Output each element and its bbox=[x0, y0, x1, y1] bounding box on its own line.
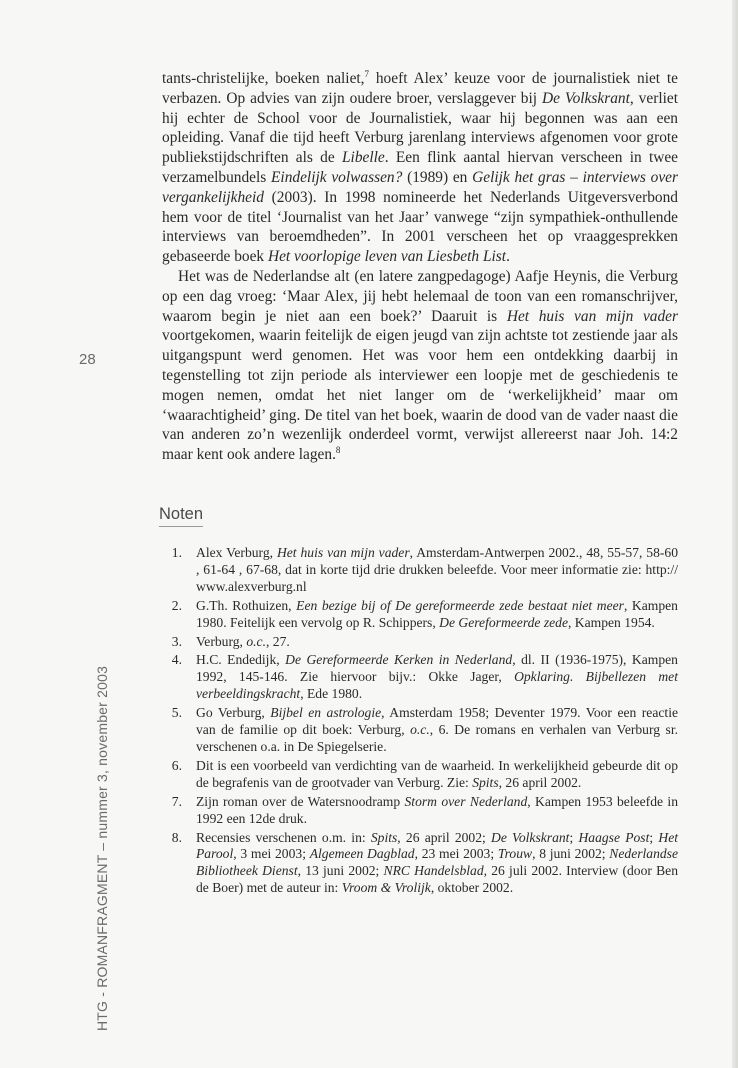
text-span: , dl. II (1936-1975), Kampen 1992, 145-146. Zie hiervoor bijv.: Okke Jager, bbox=[196, 652, 678, 685]
italic-title: o.c. bbox=[246, 633, 266, 649]
note-number: 5. bbox=[171, 705, 182, 721]
text-span: Verburg, bbox=[196, 633, 247, 649]
italic-title: Vroom & Vrolijk bbox=[341, 880, 431, 896]
text-span: , Kampen 1953 beleefde in 1992 een 12de druk. bbox=[196, 793, 678, 826]
italic-title: Het voorlopige leven van Liesbeth List bbox=[267, 248, 507, 266]
italic-title: De Gereformeerde Kerken in Nederland bbox=[285, 652, 513, 668]
italic-title: Een bezige bij of De gereformeerde zede bestaat niet meer bbox=[296, 597, 624, 613]
text-span: , Ede 1980. bbox=[300, 686, 363, 702]
italic-title: Het Parool bbox=[196, 829, 679, 862]
note-item bbox=[162, 758, 678, 792]
italic-title: Het huis van mijn vader bbox=[506, 307, 679, 325]
text-span: tants-christelijke, boeken naliet, bbox=[162, 70, 365, 87]
note-number: 7. bbox=[171, 793, 182, 809]
note-item bbox=[162, 794, 678, 828]
text-span: Go Verburg, bbox=[196, 705, 271, 721]
italic-title: Spits bbox=[370, 829, 398, 845]
text-span: . bbox=[506, 248, 510, 266]
text-span: , 26 juli 2002. Interview (door Ben de Boer) met de auteur in: bbox=[196, 863, 679, 896]
italic-title: Opklaring. Bijbellezen met verbeeldingskracht bbox=[196, 669, 678, 702]
notes-heading: Noten bbox=[159, 505, 203, 527]
note-number: 6. bbox=[171, 757, 182, 773]
note-number: 2. bbox=[171, 597, 182, 613]
running-footer: HTG - ROMANFRAGMENT – nummer 3, november 2003 bbox=[94, 665, 110, 1031]
note-item bbox=[162, 545, 678, 596]
italic-title: De Gereformeerde zede bbox=[439, 614, 568, 630]
page-edge bbox=[732, 0, 738, 1068]
italic-title: De Volkskrant bbox=[491, 829, 570, 845]
note-number: 1. bbox=[171, 545, 182, 560]
italic-title: Gelijk het gras – interviews over vergankelijkheid bbox=[162, 168, 678, 206]
italic-title: Nederlandse Bibliotheek Dienst bbox=[196, 846, 679, 879]
note-item bbox=[162, 705, 678, 756]
notes-list bbox=[162, 545, 678, 899]
footnote-ref-8: 8 bbox=[335, 445, 341, 456]
page-number: 28 bbox=[79, 351, 96, 368]
text-span: ; bbox=[649, 829, 659, 845]
text-span: Recensies verschenen o.m. in: bbox=[196, 829, 371, 845]
note-item bbox=[162, 652, 678, 703]
italic-title: Het huis van mijn vader bbox=[276, 545, 410, 560]
text-span: , Kampen 1954. bbox=[568, 614, 655, 630]
italic-title: Haagse Post bbox=[578, 829, 650, 845]
text-span: Zijn roman over de Watersnoodramp bbox=[196, 793, 405, 809]
italic-title: Trouw bbox=[497, 846, 533, 862]
italic-title: Storm over Nederland bbox=[404, 793, 528, 809]
text-span: , 3 mei 2003; bbox=[233, 846, 310, 862]
text-span: voortgekomen, waarin feitelijk de eigen jeugd van zijn achtste tot zestiende jaar als uitgangspunt werd genomen. Het was voor hem een ontdekking daarbij in tegenstelling tot zijn periode als interviewer een loopje met de geschiedenis te mogen nemen, omdat het niet langer om de ‘werkelijkheid’ maar om ‘waarachtigheid’ ging. De titel van het boek, waarin de dood van de vader naast die van anderen zo’n wezenlijk onderdeel vormt, verwijst allereerst naar Joh. 14:2 maar kent ook andere lagen. bbox=[162, 327, 678, 464]
text-span: , 26 april 2002. bbox=[498, 774, 582, 790]
text-span: . Een flink aantal hiervan verscheen in twee verzamelbundels bbox=[162, 149, 678, 186]
italic-title: NRC Handelsblad bbox=[383, 863, 484, 879]
body-text bbox=[162, 69, 678, 465]
text-span: , Kampen 1980. Feitelijk een vervolg op R. Schippers, bbox=[196, 597, 678, 630]
note-number: 4. bbox=[171, 652, 182, 668]
paragraph-1 bbox=[162, 69, 678, 267]
text-span: (1989) en bbox=[402, 168, 473, 186]
text-span: Het was de Nederlandse alt (en latere zangpedagoge) Aafje Heynis, die Verburg op een dag vroeg: ‘Maar Alex, jij hebt helemaal de toon van een romanschrijver, waarom begin je niet aan een boek?’ Daaruit is bbox=[162, 267, 678, 325]
italic-title: Algemeen Dagblad bbox=[309, 846, 415, 862]
paragraph-2 bbox=[162, 267, 678, 465]
text-span: , 27. bbox=[265, 633, 290, 649]
text-span: , 13 juni 2002; bbox=[297, 863, 384, 879]
note-item bbox=[162, 598, 678, 632]
text-span: , 26 april 2002; bbox=[397, 829, 491, 845]
text-span: , oktober 2002. bbox=[430, 880, 514, 896]
note-number: 3. bbox=[171, 633, 182, 649]
italic-title: Bijbel en astrologie bbox=[270, 705, 382, 721]
note-number: 8. bbox=[171, 829, 182, 845]
footnote-ref-7: 7 bbox=[364, 68, 370, 79]
text-span: , 8 juni 2002; bbox=[532, 846, 610, 862]
text-span: , Amsterdam-Antwerpen 2002., 48, 55-57, 58-60 , 61-64 , 67-68, dat in korte tijd drie drukken beleefde. Voor meer informatie zie: http:// www.alexverburg.nl bbox=[196, 545, 678, 594]
text-span: H.C. Endedijk, bbox=[196, 652, 286, 668]
text-span: , 6. De romans en verhalen van Verburg sr. verschenen o.a. in De Spiegelserie. bbox=[196, 722, 678, 754]
text-span: , verliet hij echter de School voor de Journalistiek, waar hij begonnen was aan een opleiding. Vanaf die tijd heeft Verburg jarenlang interviews afgenomen voor grote publiekstijdschriften als de bbox=[162, 89, 678, 167]
text-span: (2003). In 1998 nomineerde het Nederlands Uitgeversverbond hem voor de titel ‘Journalist van het Jaar’ vanwege “zijn sympathiek-onthullende interviews van beroemdheden”. In 2001 verscheen het op vraaggesprekken gebaseerde boek bbox=[162, 188, 678, 266]
text-span: ; bbox=[569, 829, 579, 845]
italic-title: Spits bbox=[472, 774, 499, 790]
italic-title: Eindelijk volwassen? bbox=[271, 168, 403, 186]
italic-title: o.c. bbox=[410, 722, 430, 738]
note-item bbox=[162, 634, 678, 651]
italic-title: De Volkskrant bbox=[541, 89, 630, 107]
text-span: Alex Verburg, bbox=[196, 545, 277, 560]
text-span: hoeft Alex’ keuze voor de journalistiek niet te verbazen. Op advies van zijn oudere broer, verslaggever bij bbox=[162, 70, 679, 107]
text-span: , 23 mei 2003; bbox=[414, 846, 498, 862]
text-span: G.Th. Rothuizen, bbox=[196, 597, 297, 613]
note-item bbox=[162, 830, 678, 898]
italic-title: Libelle bbox=[342, 149, 385, 167]
text-span: Dit is een voorbeeld van verdichting van de waarheid. In werkelijkheid gebeurde dit op de begrafenis van de grootvader van Verburg. Zie: bbox=[196, 757, 678, 790]
text-span: , Amsterdam 1958; Deventer 1979. Voor een reactie van de familie op dit boek: Verburg, bbox=[196, 705, 679, 738]
